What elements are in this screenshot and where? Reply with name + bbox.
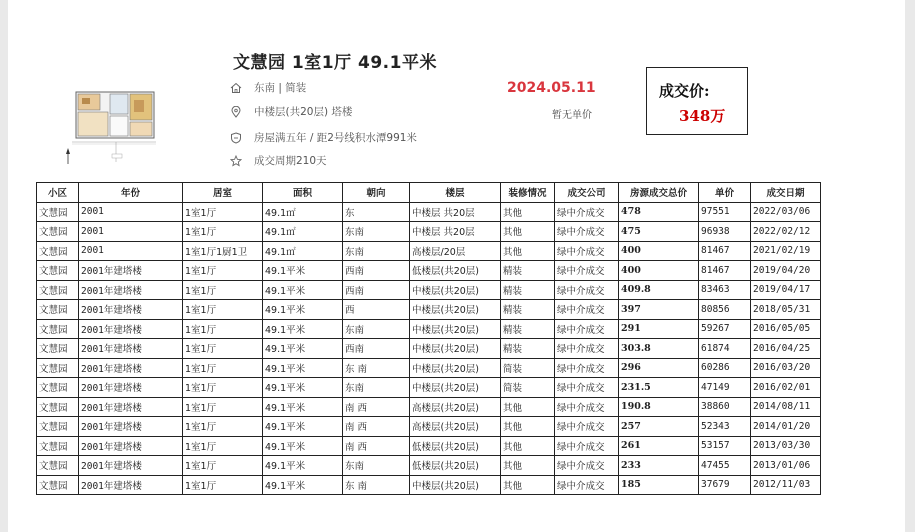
cell-area: 49.1平米 <box>263 417 343 437</box>
transaction-table <box>36 182 821 495</box>
cell-area: 49.1㎡ <box>263 202 343 222</box>
cell-unit-price: 81467 <box>699 261 751 281</box>
cell-orientation: 南 西 <box>343 397 410 417</box>
cell-community: 文慧园 <box>37 241 79 261</box>
listing-title: 文慧园 1室1厅 49.1平米 <box>233 53 437 73</box>
cell-community: 文慧园 <box>37 397 79 417</box>
cell-community: 文慧园 <box>37 436 79 456</box>
cell-year: 2001 <box>79 222 183 242</box>
cell-agency: 绿中介成交 <box>555 397 619 417</box>
table-row <box>37 202 821 222</box>
cell-decoration: 其他 <box>501 436 555 456</box>
cell-total-price: 296 <box>619 358 699 378</box>
cell-deal-date: 2022/03/06 <box>751 202 821 222</box>
cell-decoration: 精装 <box>501 339 555 359</box>
cell-area: 49.1平米 <box>263 397 343 417</box>
cell-unit-price: 38860 <box>699 397 751 417</box>
cell-year: 2001 <box>79 241 183 261</box>
cell-floor: 低楼层(共20层) <box>410 261 501 281</box>
cell-agency: 绿中介成交 <box>555 417 619 437</box>
table-row <box>37 456 821 476</box>
cell-orientation: 东南 <box>343 319 410 339</box>
location-pin-icon <box>230 106 242 118</box>
cell-deal-date: 2013/03/30 <box>751 436 821 456</box>
cell-total-price: 190.8 <box>619 397 699 417</box>
cell-layout: 1室1厅 <box>183 456 263 476</box>
cell-year: 2001年建塔楼 <box>79 456 183 476</box>
cell-deal-date: 2012/11/03 <box>751 475 821 495</box>
cell-unit-price: 37679 <box>699 475 751 495</box>
cell-community: 文慧园 <box>37 222 79 242</box>
header-unit-price: 单价 <box>699 183 751 203</box>
cell-decoration: 其他 <box>501 475 555 495</box>
cell-community: 文慧园 <box>37 456 79 476</box>
table-row <box>37 280 821 300</box>
cell-orientation: 东南 <box>343 222 410 242</box>
cell-deal-date: 2014/01/20 <box>751 417 821 437</box>
header-total-price: 房源成交总价 <box>619 183 699 203</box>
cell-layout: 1室1厅 <box>183 378 263 398</box>
cell-year: 2001年建塔楼 <box>79 261 183 281</box>
cell-total-price: 478 <box>619 202 699 222</box>
cell-orientation: 东南 <box>343 456 410 476</box>
cell-community: 文慧园 <box>37 378 79 398</box>
cell-decoration: 简装 <box>501 358 555 378</box>
header-floor: 楼层 <box>410 183 501 203</box>
cell-agency: 绿中介成交 <box>555 339 619 359</box>
cell-layout: 1室1厅 <box>183 319 263 339</box>
cell-unit-price: 52343 <box>699 417 751 437</box>
deal-price-label: 成交价: <box>659 82 710 100</box>
header-community: 小区 <box>37 183 79 203</box>
cell-total-price: 185 <box>619 475 699 495</box>
cell-layout: 1室1厅 <box>183 397 263 417</box>
cell-layout: 1室1厅 <box>183 280 263 300</box>
cell-deal-date: 2016/02/01 <box>751 378 821 398</box>
table-row <box>37 339 821 359</box>
listing-tags: 房屋满五年 / 距2号线积水潭991米 <box>254 132 417 144</box>
cell-orientation: 东南 <box>343 241 410 261</box>
cell-unit-price: 96938 <box>699 222 751 242</box>
orientation-decor: 东南 | 简装 <box>254 82 307 94</box>
cell-total-price: 400 <box>619 241 699 261</box>
table-row <box>37 358 821 378</box>
cell-agency: 绿中介成交 <box>555 202 619 222</box>
table-row <box>37 222 821 242</box>
cell-floor: 中楼层(共20层) <box>410 475 501 495</box>
cell-deal-date: 2021/02/19 <box>751 241 821 261</box>
cell-layout: 1室1厅 <box>183 222 263 242</box>
cell-unit-price: 80856 <box>699 300 751 320</box>
cell-floor: 高楼层(共20层) <box>410 397 501 417</box>
cell-decoration: 其他 <box>501 222 555 242</box>
cell-community: 文慧园 <box>37 280 79 300</box>
cycle-row <box>230 153 327 168</box>
cell-community: 文慧园 <box>37 339 79 359</box>
cell-area: 49.1平米 <box>263 319 343 339</box>
cell-agency: 绿中介成交 <box>555 241 619 261</box>
tags-row <box>230 130 417 145</box>
cell-decoration: 精装 <box>501 319 555 339</box>
deal-date: 2024.05.11 <box>507 80 596 96</box>
cell-community: 文慧园 <box>37 358 79 378</box>
cell-year: 2001年建塔楼 <box>79 339 183 359</box>
table-row <box>37 300 821 320</box>
cell-deal-date: 2016/05/05 <box>751 319 821 339</box>
cell-decoration: 精装 <box>501 261 555 281</box>
cell-unit-price: 83463 <box>699 280 751 300</box>
cell-orientation: 东 <box>343 202 410 222</box>
cell-decoration: 其他 <box>501 417 555 437</box>
cell-decoration: 其他 <box>501 397 555 417</box>
cell-area: 49.1㎡ <box>263 222 343 242</box>
cell-year: 2001年建塔楼 <box>79 300 183 320</box>
cell-year: 2001 <box>79 202 183 222</box>
table-row <box>37 319 821 339</box>
unit-price-status: 暂无单价 <box>552 110 592 121</box>
cell-total-price: 231.5 <box>619 378 699 398</box>
cell-year: 2001年建塔楼 <box>79 358 183 378</box>
cell-deal-date: 2016/04/25 <box>751 339 821 359</box>
cell-layout: 1室1厅 <box>183 475 263 495</box>
cell-agency: 绿中介成交 <box>555 319 619 339</box>
cell-year: 2001年建塔楼 <box>79 280 183 300</box>
cell-agency: 绿中介成交 <box>555 456 619 476</box>
table-row <box>37 417 821 437</box>
cell-total-price: 397 <box>619 300 699 320</box>
cell-decoration: 其他 <box>501 241 555 261</box>
header-decoration: 装修情况 <box>501 183 555 203</box>
cell-decoration: 其他 <box>501 202 555 222</box>
deal-cycle: 成交周期210天 <box>254 155 327 167</box>
cell-year: 2001年建塔楼 <box>79 417 183 437</box>
cell-area: 49.1平米 <box>263 300 343 320</box>
cell-layout: 1室1厅 <box>183 202 263 222</box>
cell-orientation: 东南 <box>343 378 410 398</box>
table-body <box>37 202 821 495</box>
cell-unit-price: 53157 <box>699 436 751 456</box>
cell-layout: 1室1厅 <box>183 417 263 437</box>
cell-year: 2001年建塔楼 <box>79 378 183 398</box>
orientation-row <box>230 80 306 95</box>
cell-total-price: 409.8 <box>619 280 699 300</box>
cell-decoration: 精装 <box>501 280 555 300</box>
cell-floor: 低楼层(共20层) <box>410 436 501 456</box>
cell-agency: 绿中介成交 <box>555 436 619 456</box>
cell-unit-price: 47455 <box>699 456 751 476</box>
cell-area: 49.1平米 <box>263 358 343 378</box>
cell-area: 49.1平米 <box>263 339 343 359</box>
deal-price-box <box>646 67 748 135</box>
cell-unit-price: 59267 <box>699 319 751 339</box>
cell-agency: 绿中介成交 <box>555 222 619 242</box>
deal-price-value: 348万 <box>679 107 726 125</box>
cell-community: 文慧园 <box>37 417 79 437</box>
cell-floor: 高楼层(共20层) <box>410 417 501 437</box>
cell-year: 2001年建塔楼 <box>79 397 183 417</box>
cell-deal-date: 2022/02/12 <box>751 222 821 242</box>
cell-unit-price: 81467 <box>699 241 751 261</box>
table-row <box>37 261 821 281</box>
table-row <box>37 475 821 495</box>
cell-agency: 绿中介成交 <box>555 475 619 495</box>
cell-floor: 中楼层 共20层 <box>410 222 501 242</box>
cell-area: 49.1平米 <box>263 456 343 476</box>
floor-row <box>230 104 352 119</box>
cell-orientation: 西南 <box>343 280 410 300</box>
cell-layout: 1室1厅1厨1卫 <box>183 241 263 261</box>
cell-total-price: 303.8 <box>619 339 699 359</box>
cell-agency: 绿中介成交 <box>555 300 619 320</box>
star-icon <box>230 155 242 167</box>
cell-decoration: 精装 <box>501 300 555 320</box>
cell-agency: 绿中介成交 <box>555 358 619 378</box>
cell-floor: 中楼层(共20层) <box>410 378 501 398</box>
cell-unit-price: 61874 <box>699 339 751 359</box>
cell-unit-price: 60286 <box>699 358 751 378</box>
cell-community: 文慧园 <box>37 475 79 495</box>
cell-year: 2001年建塔楼 <box>79 436 183 456</box>
header-area: 面积 <box>263 183 343 203</box>
cell-total-price: 475 <box>619 222 699 242</box>
cell-deal-date: 2013/01/06 <box>751 456 821 476</box>
header-year: 年份 <box>79 183 183 203</box>
cell-community: 文慧园 <box>37 319 79 339</box>
cell-orientation: 东 南 <box>343 358 410 378</box>
cell-floor: 中楼层(共20层) <box>410 358 501 378</box>
header-layout: 居室 <box>183 183 263 203</box>
cell-agency: 绿中介成交 <box>555 378 619 398</box>
cell-deal-date: 2014/08/11 <box>751 397 821 417</box>
cell-floor: 中楼层(共20层) <box>410 319 501 339</box>
header-agency: 成交公司 <box>555 183 619 203</box>
cell-layout: 1室1厅 <box>183 436 263 456</box>
cell-total-price: 261 <box>619 436 699 456</box>
home-icon <box>230 82 242 94</box>
cell-floor: 中楼层(共20层) <box>410 339 501 359</box>
report-page <box>8 0 905 532</box>
cell-orientation: 西南 <box>343 261 410 281</box>
cell-orientation: 南 西 <box>343 417 410 437</box>
cell-floor: 中楼层(共20层) <box>410 300 501 320</box>
cell-deal-date: 2018/05/31 <box>751 300 821 320</box>
cell-year: 2001年建塔楼 <box>79 475 183 495</box>
cell-orientation: 东 南 <box>343 475 410 495</box>
cell-layout: 1室1厅 <box>183 300 263 320</box>
table-row <box>37 397 821 417</box>
cell-orientation: 西 <box>343 300 410 320</box>
cell-layout: 1室1厅 <box>183 261 263 281</box>
table-row <box>37 378 821 398</box>
cell-agency: 绿中介成交 <box>555 261 619 281</box>
cell-orientation: 南 西 <box>343 436 410 456</box>
cell-decoration: 简装 <box>501 378 555 398</box>
cell-floor: 低楼层(共20层) <box>410 456 501 476</box>
header-deal-date: 成交日期 <box>751 183 821 203</box>
cell-community: 文慧园 <box>37 202 79 222</box>
cell-unit-price: 47149 <box>699 378 751 398</box>
cell-area: 49.1平米 <box>263 261 343 281</box>
table-header-row <box>37 183 821 203</box>
shield-icon <box>230 132 242 144</box>
cell-unit-price: 97551 <box>699 202 751 222</box>
header-orientation: 朝向 <box>343 183 410 203</box>
cell-floor: 中楼层(共20层) <box>410 280 501 300</box>
cell-area: 49.1平米 <box>263 280 343 300</box>
floorplan-image <box>64 70 164 170</box>
cell-year: 2001年建塔楼 <box>79 319 183 339</box>
cell-total-price: 233 <box>619 456 699 476</box>
cell-total-price: 400 <box>619 261 699 281</box>
cell-area: 49.1平米 <box>263 475 343 495</box>
cell-total-price: 291 <box>619 319 699 339</box>
cell-total-price: 257 <box>619 417 699 437</box>
cell-layout: 1室1厅 <box>183 358 263 378</box>
cell-floor: 高楼层/20层 <box>410 241 501 261</box>
cell-floor: 中楼层 共20层 <box>410 202 501 222</box>
cell-agency: 绿中介成交 <box>555 280 619 300</box>
cell-area: 49.1㎡ <box>263 241 343 261</box>
cell-decoration: 其他 <box>501 456 555 476</box>
cell-layout: 1室1厅 <box>183 339 263 359</box>
cell-deal-date: 2019/04/20 <box>751 261 821 281</box>
cell-deal-date: 2016/03/20 <box>751 358 821 378</box>
cell-community: 文慧园 <box>37 300 79 320</box>
cell-area: 49.1平米 <box>263 378 343 398</box>
table-row <box>37 436 821 456</box>
floor-type: 中楼层(共20层) 塔楼 <box>254 106 353 118</box>
table-row <box>37 241 821 261</box>
cell-deal-date: 2019/04/17 <box>751 280 821 300</box>
cell-orientation: 西南 <box>343 339 410 359</box>
cell-community: 文慧园 <box>37 261 79 281</box>
cell-area: 49.1平米 <box>263 436 343 456</box>
